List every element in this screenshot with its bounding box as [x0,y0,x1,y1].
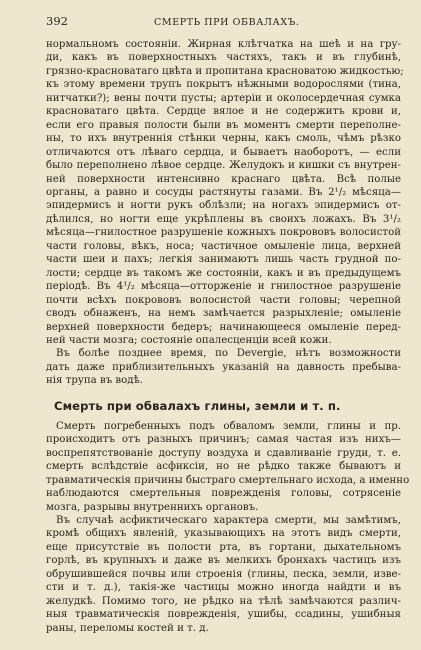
text-line: верхней поверхности бедеръ; начинающееся омыленiе перед- [46,321,401,333]
text-line: ней поверхности интенсивно краснаго цвѣта. Всѣ полые [46,173,401,185]
text-line: воспрепятствованiе доступу воздуха и сдавливанiе груди, т. е. [46,447,401,459]
text-line: почти всѣхъ покрововъ волосистой части головы; черепной [46,294,401,306]
text-line: происходитъ отъ разныхъ причинъ; самая частая изъ нихъ— [46,434,401,446]
text-line: ней части мозга; состоянiе опалесценцiи всей кожи. [46,334,332,346]
text-line: было переполнено лѣвое сердце. Желудокъ и кишки съ внутрен- [46,160,401,172]
text-line: ныя травматическiя поврежденiя, ушибы, ссадины, ушибныя [46,609,401,621]
text-line: обрушившейся почвы или строенiя (глины, песка, земли, изве- [46,568,401,580]
text-line: сти и т. д.), такiя-же частицы можно иногда найдти и въ [46,582,401,594]
text-line: травматическiя причины быстраго смертельнаго исхода, а именно [46,474,410,486]
text-line: эпидермисъ и ногти рукъ облѣзли; на ногахъ эпидермисъ от- [46,200,401,212]
text-line: красноватаго цвѣта. Сердце вялое и не содержитъ крови и, [46,106,401,118]
text-line: раны, переломы костей и т. д. [46,622,209,634]
text-line: дѣлился, но ногти еще укрѣплены въ своихъ ложахъ. Въ 3¹/₂ [46,213,401,225]
text-line: нiя трупа въ водѣ. [46,375,143,387]
page-header [46,14,401,32]
section-heading: Смерть при обвалахъ глины, земли и т. п. [54,398,341,413]
text-line: лости; сердце въ такомъ же состоянiи, какъ и въ предыдущемъ [46,267,401,279]
text-line: органы, а равно и сосуды растянуты газами. Въ 2¹/₂ мѣсяца— [46,186,401,198]
paragraph-devergie-note [46,347,401,387]
text-line: отличаются отъ лѣваго сердца, и бываетъ наоборотъ, — если [46,146,401,158]
paragraph-asphyxia-signs [46,514,401,635]
text-line: Смерть погребенныхъ подъ обваломъ земли, глины и пр. [56,420,401,432]
running-title: СМЕРТЬ ПРИ ОБВАЛАХЪ. [154,17,300,28]
paragraph-causes-of-death [46,420,410,514]
text-line: желудкѣ. Помимо того, не рѣдко на тѣлѣ замѣчаются различ- [46,595,401,607]
text-line: ны, то ихъ внутреннiя стѣнки черны, какъ смоль, чѣмъ рѣзко [46,133,401,145]
text-line: кромѣ общихъ явленiй, указывающихъ на этотъ видъ смерти, [46,528,401,540]
text-line: Въ болѣе позднее время, по Devergie, нѣтъ возможности [56,348,401,360]
text-line: дать даже приблизительныхъ указанiй на давность пребыва- [46,361,401,373]
text-line: части шеи и пахъ; легкiя занимаютъ лишь часть грудной по- [46,254,401,266]
text-line: наблюдаются смертельныя поврежденiя головы, сотрясенiе [46,488,401,500]
text-line: смерть вслѣдствiе асфиксiи, но не рѣдко также бываютъ и [46,461,401,473]
text-line: мѣсяца—гнилостное разрушенiе кожныхъ покрововъ волосистой [46,227,401,239]
text-line: части головы, вѣкъ, носа; частичное омыленiе лица, верхней [46,240,401,252]
page-number: 392 [46,14,68,28]
paragraph-decomposition-stages [46,38,404,347]
text-line: сводъ обнаженъ, на немъ замѣчается разрыхленiе; омыленiе [46,308,401,320]
text-line: Въ случаѣ асфиктическаго характера смерти, мы замѣтимъ, [56,514,401,526]
text-line: грязно-красноватаго цвѣта и пропитана красноватою жидкостью; [46,65,404,77]
text-line: горлѣ, въ крупныхъ и даже въ мелкихъ бронхахъ частицъ изъ [46,555,401,567]
text-line: нормальномъ состоянiи. Жирная клѣтчатка на шеѣ и на гру- [46,39,401,50]
text-line: перiодѣ. Въ 4¹/₂ мѣсяца—отторженiе и гнилостное разрушенiе [46,281,401,293]
text-line: мозга, разрывы внутреннихъ органовъ. [46,501,259,513]
text-line: еще присутствiе въ полости рта, въ гортани, дыхательномъ [46,541,401,553]
text-line: ди, какъ въ поверхностныхъ частяхъ, такъ и въ глубинѣ, [46,52,401,64]
text-line: къ этому времени трупъ покрытъ нѣжными водорослями (тина, [46,79,401,91]
text-line: нитчатки?); вены почти пусты; артерiи и околосердечная сумка [46,92,401,104]
text-line: если его правыя полости были въ моментъ смерти переполне- [46,119,401,131]
